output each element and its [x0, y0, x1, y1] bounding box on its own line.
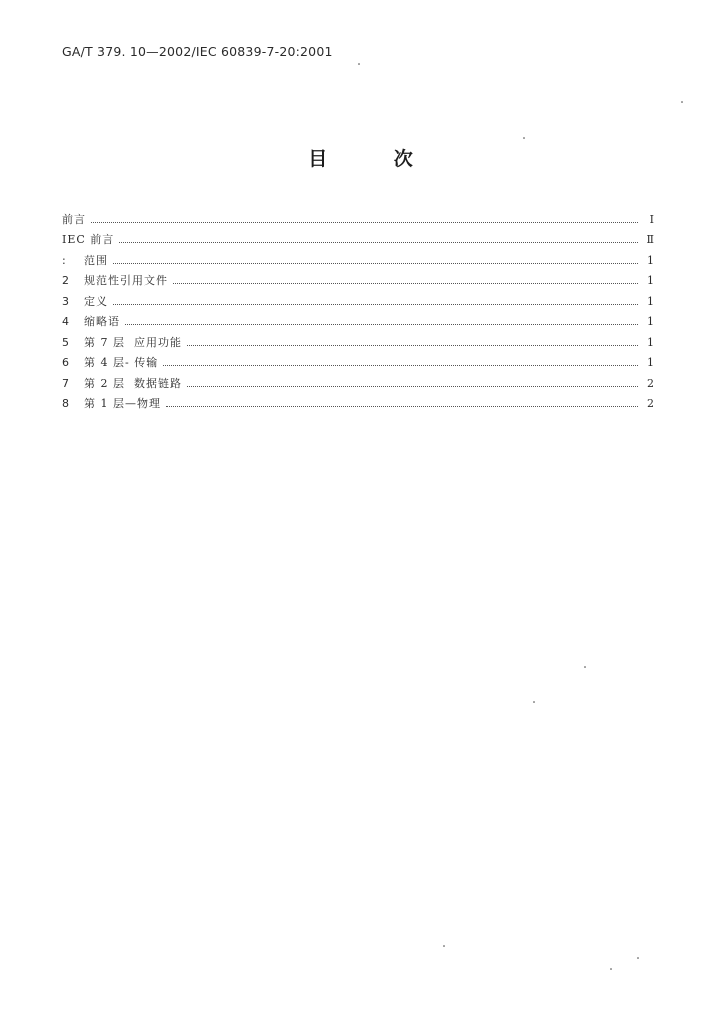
toc-entry-label: 第 7 层 应用功能 [84, 335, 182, 349]
toc-dot-leader [113, 303, 638, 305]
toc-dot-leader [173, 282, 638, 284]
toc-entry[interactable] [62, 226, 654, 247]
toc-title: 目 次 [308, 148, 443, 170]
toc-entry-page-number: 1 [647, 274, 654, 287]
scan-speck [358, 63, 360, 65]
toc-entry-label: 前言 [62, 212, 86, 226]
toc-entry[interactable] [62, 328, 654, 349]
scan-speck [610, 968, 612, 970]
toc-dot-leader [119, 241, 638, 243]
toc-entry-page-number: 1 [647, 253, 654, 267]
toc-entry-number: 3 [62, 294, 69, 308]
toc-entry-number: 4 [62, 315, 69, 328]
toc-list [62, 205, 654, 410]
toc-entry-page-number: Ⅱ [646, 233, 654, 246]
toc-dot-leader [163, 364, 638, 366]
toc-entry[interactable] [62, 369, 654, 390]
toc-entry-page-number: 1 [647, 315, 654, 328]
standard-code-header: GA/T 379. 10—2002/IEC 60839-7-20:2001 [62, 44, 333, 59]
scan-speck [584, 666, 586, 668]
toc-entry-label: 第 1 层—物理 [84, 397, 161, 410]
toc-dot-leader [125, 323, 638, 325]
toc-entry[interactable] [62, 267, 654, 288]
toc-dot-leader [166, 405, 638, 407]
toc-dot-leader [187, 344, 638, 346]
toc-entry-number: : [62, 253, 66, 267]
scan-speck [681, 101, 683, 103]
scan-speck [443, 945, 445, 947]
toc-entry[interactable] [62, 308, 654, 329]
toc-entry-page-number: 1 [647, 335, 654, 349]
toc-entry-number: 5 [62, 335, 69, 349]
toc-entry[interactable] [62, 390, 654, 411]
toc-entry-page-number: 2 [647, 397, 654, 410]
toc-entry-label: 缩略语 [84, 315, 120, 328]
toc-entry-number: 8 [62, 397, 69, 410]
toc-dot-leader [187, 385, 638, 387]
toc-entry-page-number: I [649, 212, 654, 226]
toc-entry[interactable] [62, 246, 654, 267]
toc-entry-number: 2 [62, 274, 69, 287]
toc-entry-page-number: 2 [647, 376, 654, 390]
toc-entry[interactable] [62, 205, 654, 226]
toc-entry-page-number: 1 [647, 294, 654, 308]
toc-entry-label: 第 2 层 数据链路 [84, 376, 182, 390]
toc-entry-label: 范围 [84, 253, 108, 267]
toc-entry[interactable] [62, 349, 654, 370]
scan-speck [637, 957, 639, 959]
scan-speck [533, 701, 535, 703]
toc-entry-label: 规范性引用文件 [84, 274, 168, 287]
scan-speck [523, 137, 525, 139]
toc-entry[interactable] [62, 287, 654, 308]
toc-entry-number: 6 [62, 356, 69, 369]
toc-entry-page-number: 1 [647, 356, 654, 369]
toc-dot-leader [113, 262, 638, 264]
toc-entry-label: 第 4 层- 传输 [84, 356, 159, 369]
toc-entry-label: 定义 [84, 294, 108, 308]
toc-entry-number: 7 [62, 376, 69, 390]
toc-entry-label: IEC 前言 [62, 233, 115, 246]
toc-dot-leader [91, 221, 638, 223]
